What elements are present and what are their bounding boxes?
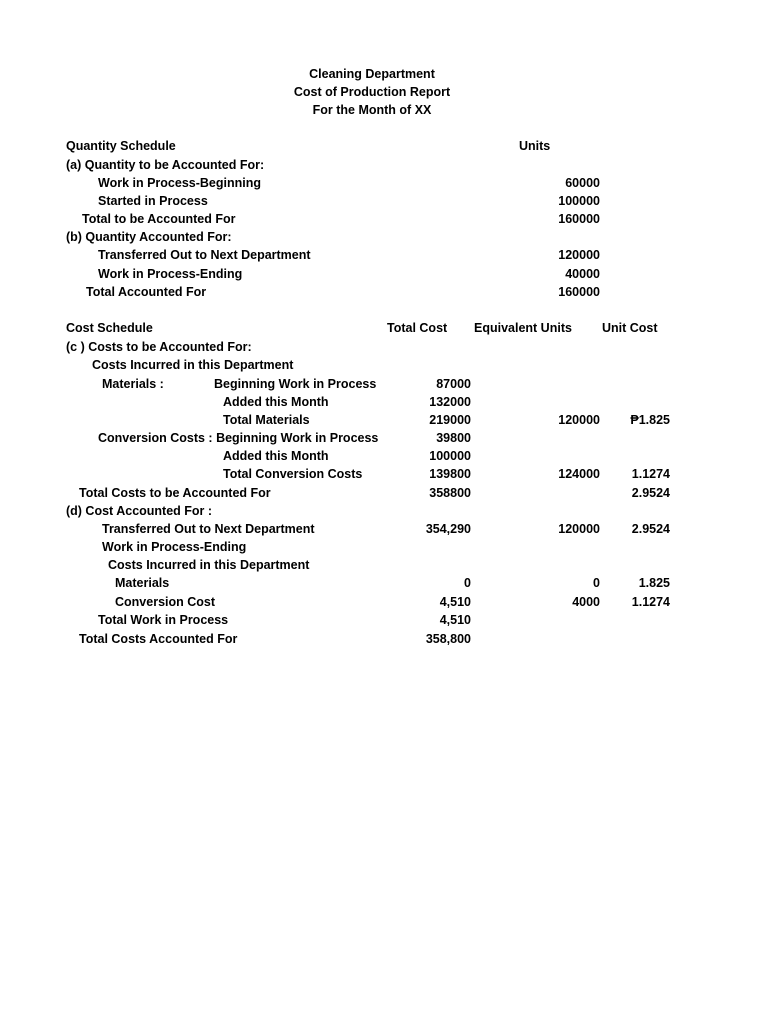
total-accounted-units: 160000 <box>558 285 600 299</box>
wip-conversion-value: 4,510 <box>439 595 471 609</box>
total-to-account-units: 160000 <box>558 212 600 226</box>
report-period: For the Month of XX <box>312 103 432 117</box>
total-conversion-equivalent-units: 124000 <box>558 467 600 481</box>
costs-incurred-label: Costs Incurred in this Department <box>92 358 294 372</box>
quantity-accounted-label: (b) Quantity Accounted For: <box>66 230 232 244</box>
total-cost-column-header: Total Cost <box>387 321 448 335</box>
wip-materials-label: Materials <box>115 576 170 590</box>
wip-beginning-label: Work in Process-Beginning <box>98 176 261 190</box>
started-in-process-units: 100000 <box>558 194 600 208</box>
transferred-out-units: 120000 <box>558 248 600 262</box>
total-costs-to-account-value: 358800 <box>429 486 471 500</box>
total-to-account-label: Total to be Accounted For <box>82 212 236 226</box>
transferred-out-label: Transferred Out to Next Department <box>98 248 311 262</box>
quantity-to-account-label: (a) Quantity to be Accounted For: <box>66 158 265 172</box>
materials-added-label: Added this Month <box>223 395 329 409</box>
materials-added-value: 132000 <box>429 395 471 409</box>
wip-conversion-label: Conversion Cost <box>115 595 216 609</box>
cost-wip-incurred-label: Costs Incurred in this Department <box>108 558 310 572</box>
report-title: Cost of Production Report <box>293 85 451 99</box>
cost-transferred-out-equivalent-units: 120000 <box>558 522 600 536</box>
total-conversion-costs-label: Total Conversion Costs <box>223 467 363 481</box>
total-costs-accounted-value: 358,800 <box>425 632 471 646</box>
conversion-added-label: Added this Month <box>223 449 329 463</box>
cost-transferred-out-value: 354,290 <box>425 522 471 536</box>
total-costs-to-account-unit-cost: 2.9524 <box>631 486 670 500</box>
cost-schedule-heading: Cost Schedule <box>66 321 153 335</box>
total-costs-accounted-label: Total Costs Accounted For <box>79 632 238 646</box>
quantity-schedule-heading: Quantity Schedule <box>66 139 176 153</box>
total-costs-to-account-label: Total Costs to be Accounted For <box>79 486 271 500</box>
wip-ending-label: Work in Process-Ending <box>98 267 243 281</box>
unit-cost-column-header: Unit Cost <box>602 321 658 335</box>
total-conversion-costs-value: 139800 <box>429 467 471 481</box>
cost-transferred-out-unit-cost: 2.9524 <box>631 522 670 536</box>
conversion-added-value: 100000 <box>429 449 471 463</box>
conversion-costs-label: Conversion Costs : Beginning Work in Process <box>98 431 379 445</box>
wip-conversion-equivalent-units: 4000 <box>572 595 600 609</box>
wip-beginning-units: 60000 <box>565 176 600 190</box>
cost-transferred-out-label: Transferred Out to Next Department <box>102 522 315 536</box>
total-wip-label: Total Work in Process <box>98 613 229 627</box>
materials-beginning-wip-label: Beginning Work in Process <box>214 377 377 391</box>
total-materials-unit-cost: ₱1.825 <box>630 413 670 427</box>
materials-beginning-wip-value: 87000 <box>436 377 471 391</box>
units-column-header: Units <box>519 139 551 153</box>
total-accounted-label: Total Accounted For <box>86 285 207 299</box>
wip-materials-unit-cost: 1.825 <box>638 576 670 590</box>
started-in-process-label: Started in Process <box>98 194 208 208</box>
total-materials-value: 219000 <box>429 413 471 427</box>
wip-materials-equivalent-units: 0 <box>593 576 600 590</box>
cost-accounted-label: (d) Cost Accounted For : <box>66 504 213 518</box>
total-materials-label: Total Materials <box>223 413 310 427</box>
cost-wip-ending-label: Work in Process-Ending <box>102 540 247 554</box>
total-materials-equivalent-units: 120000 <box>558 413 600 427</box>
conversion-beginning-wip-value: 39800 <box>436 431 471 445</box>
wip-materials-value: 0 <box>464 576 471 590</box>
wip-ending-units: 40000 <box>565 267 600 281</box>
total-conversion-unit-cost: 1.1274 <box>631 467 670 481</box>
equivalent-units-column-header: Equivalent Units <box>474 321 572 335</box>
wip-conversion-unit-cost: 1.1274 <box>631 595 670 609</box>
materials-label: Materials : <box>102 377 164 391</box>
total-wip-value: 4,510 <box>439 613 471 627</box>
costs-to-account-label: (c ) Costs to be Accounted For: <box>66 340 252 354</box>
report-department-title: Cleaning Department <box>309 67 435 81</box>
